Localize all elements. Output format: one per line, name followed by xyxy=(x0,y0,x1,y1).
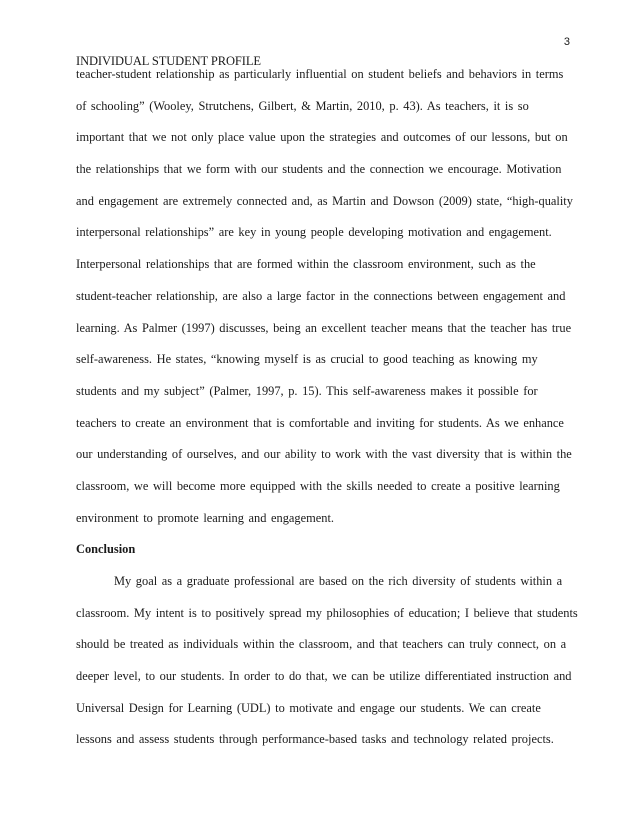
page-number: 3 xyxy=(563,36,570,48)
paragraph-line: of schooling” (Wooley, Strutchens, Gilbert, & Martin, 2010, p. 43). As teachers, it is so xyxy=(76,98,529,113)
paragraph-line: our understanding of ourselves, and our ability to work with the vast diversity that is within the xyxy=(76,447,572,462)
paragraph-line: classroom, we will become more equipped with the skills needed to create a positive learning xyxy=(76,478,560,493)
paragraph-line: the relationships that we form with our students and the connection we encourage. Motivation xyxy=(76,162,562,177)
paragraph-line: environment to promote learning and engagement. xyxy=(76,510,334,525)
paragraph-line: and engagement are extremely connected and, as Martin and Dowson (2009) state, “high-quality xyxy=(76,193,573,208)
paragraph-line: deeper level, to our students. In order to do that, we can be utilize differentiated instruction and xyxy=(76,669,572,684)
paragraph-line: teachers to create an environment that is comfortable and inviting for students. As we enhance xyxy=(76,415,564,430)
body-text xyxy=(76,66,576,763)
conclusion-heading: Conclusion xyxy=(76,542,136,557)
paragraph-line: students and my subject” (Palmer, 1997, p. 15). This self-awareness makes it possible for xyxy=(76,383,538,398)
paragraph-line: lessons and assess students through performance-based tasks and technology related projects. xyxy=(76,732,554,747)
paragraph-line: Universal Design for Learning (UDL) to motivate and engage our students. We can create xyxy=(76,700,541,715)
paragraph-line: Interpersonal relationships that are formed within the classroom environment, such as the xyxy=(76,257,536,272)
running-head: INDIVIDUAL STUDENT PROFILE xyxy=(76,54,261,68)
paragraph-line: important that we not only place value upon the strategies and outcomes of our lessons, but on xyxy=(76,130,568,145)
paragraph-line: My goal as a graduate professional are based on the rich diversity of students within a xyxy=(114,574,563,588)
paragraph-line: learning. As Palmer (1997) discusses, being an excellent teacher means that the teacher has true xyxy=(76,320,572,335)
paragraph-line: self-awareness. He states, “knowing myself is as crucial to good teaching as knowing my xyxy=(76,352,538,367)
paragraph-line: student-teacher relationship, are also a large factor in the connections between engagement and xyxy=(76,288,566,303)
paragraph-line: should be treated as individuals within the classroom, and that teachers can truly connect, on a xyxy=(76,637,567,652)
paragraph-line: teacher-student relationship as particularly influential on student beliefs and behaviors in terms xyxy=(76,67,564,81)
paragraph-line: interpersonal relationships” are key in young people developing motivation and engagement. xyxy=(76,225,552,240)
paragraph-line: classroom. My intent is to positively spread my philosophies of education; I believe that students xyxy=(76,605,578,620)
